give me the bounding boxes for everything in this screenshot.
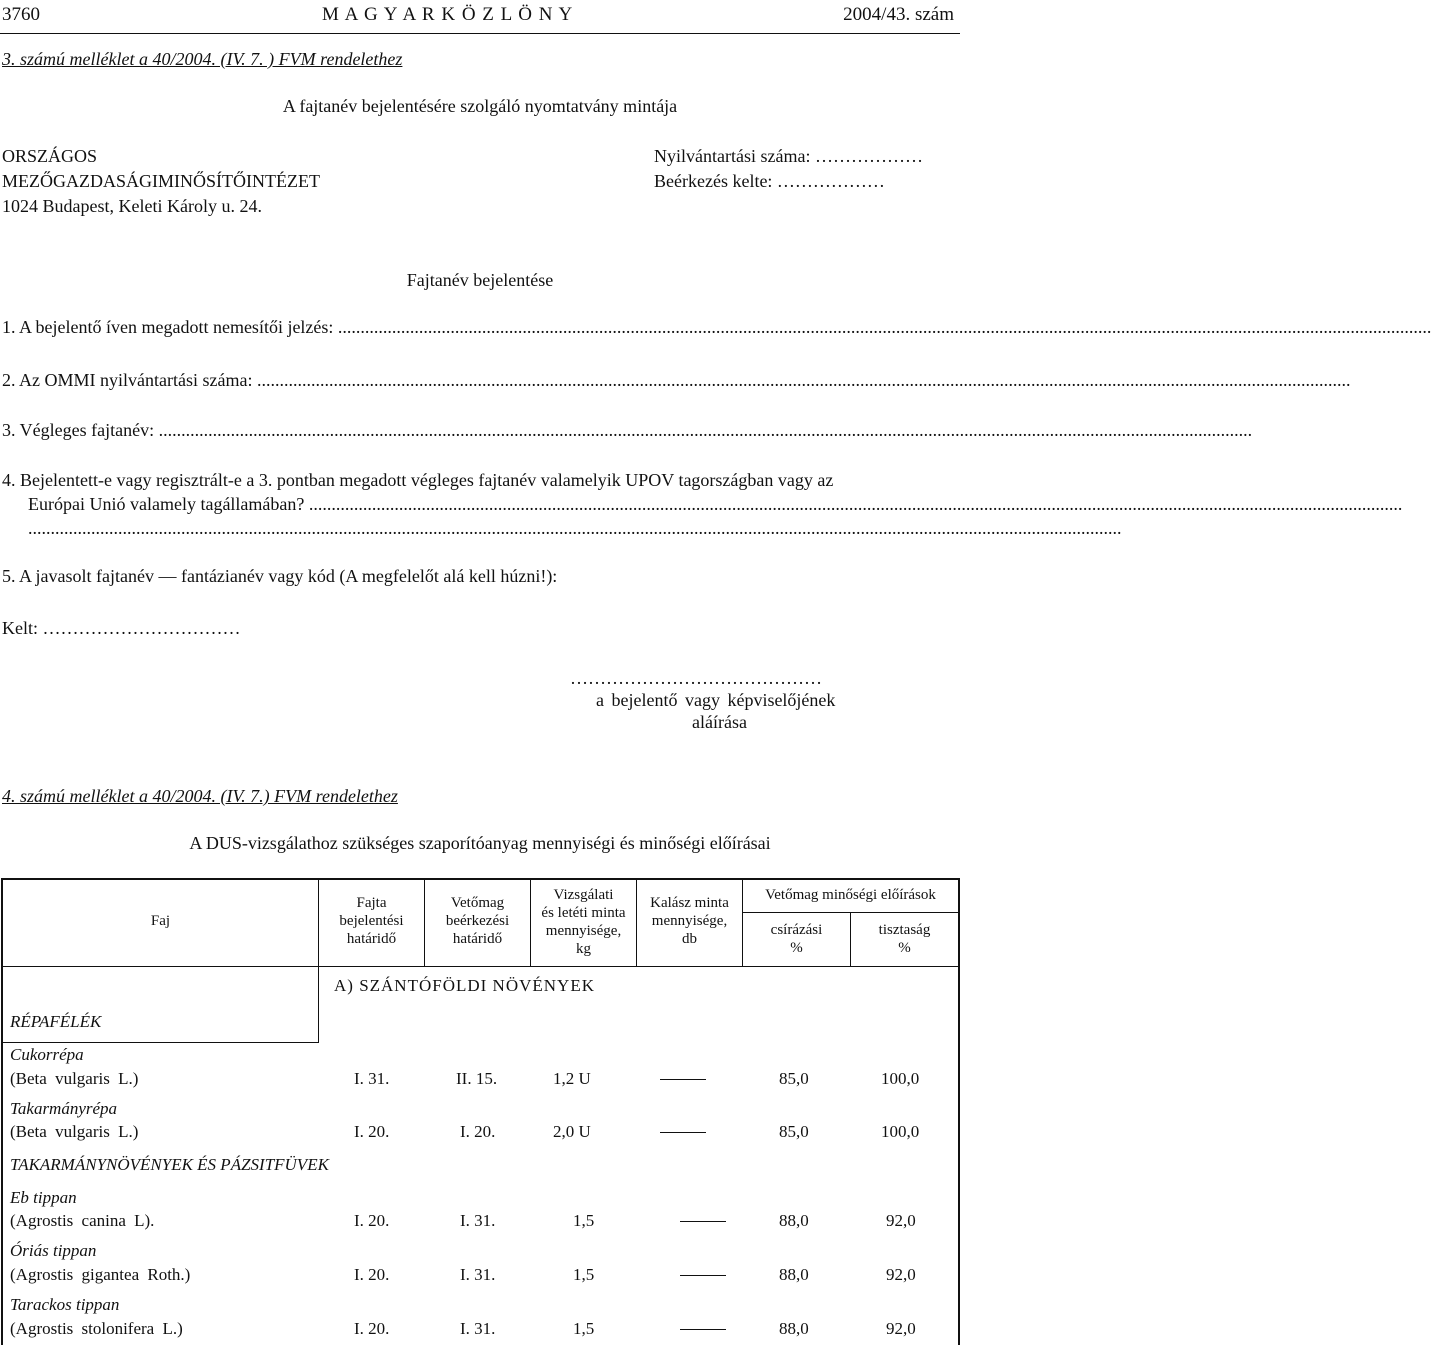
col-header-quality: Vetőmag minőségi előírások (765, 887, 936, 903)
question-4-line1: 4. Bejelentett-e vagy regisztrált-e a 3. pontban megadott végleges fajtanév valamelyik UPOV tagországban vagy az (2, 470, 834, 490)
col-header-faj: Faj (150, 913, 171, 929)
name-col-divider (318, 966, 319, 1042)
fajta-deadline: I. 20. (354, 1122, 390, 1141)
col-header-fajta: Fajta bejelentési határidő (339, 895, 404, 947)
form-title: Fajtanév bejelentése (406, 270, 554, 290)
fajta-deadline: I. 20. (354, 1265, 390, 1284)
question-4-line3: ................................................................................................................................................................................................................................................... (28, 518, 1122, 538)
purity-value: 92,0 (886, 1265, 916, 1284)
table-left-border (1, 878, 3, 1345)
germination-value: 85,0 (779, 1069, 809, 1088)
header-bottom-border (1, 966, 959, 967)
not-applicable-dash (660, 1079, 706, 1080)
germination-value: 85,0 (779, 1122, 809, 1141)
species-name: Óriás tippan (10, 1241, 97, 1260)
species-name: Takarmányrépa (10, 1099, 118, 1118)
group-divider (1, 1042, 319, 1043)
species-name: Eb tippan (10, 1188, 77, 1207)
registration-number-field: Nyilvántartási száma: ……………… (654, 146, 923, 166)
sample-quantity: 1,5 (573, 1211, 595, 1230)
germination-value: 88,0 (779, 1319, 809, 1338)
species-latin: (Beta vulgaris L.) (10, 1069, 139, 1088)
vetomag-deadline: I. 20. (460, 1122, 496, 1141)
purity-value: 92,0 (886, 1211, 916, 1230)
not-applicable-dash (680, 1275, 726, 1276)
sample-quantity: 1,5 (573, 1265, 595, 1284)
annex4-title: 4. számú melléklet a 40/2004. (IV. 7.) FVM rendelethez (2, 786, 398, 806)
vetomag-deadline: I. 31. (460, 1265, 496, 1284)
question-1: 1. A bejelentő íven megadott nemesítői jelzés: ................................................................................................................................................................................................................................................... (2, 317, 1431, 337)
question-4-line2: Európai Unió valamely tagállamában? ................................................................................................................................................................................................................................................... (28, 494, 1403, 514)
fajta-deadline: I. 31. (354, 1069, 390, 1088)
signature-caption-2: aláírása (692, 712, 747, 732)
not-applicable-dash (680, 1221, 726, 1222)
not-applicable-dash (680, 1329, 726, 1330)
issue-number: 2004/43. szám (843, 4, 954, 25)
col-header-vizsgalati: Vizsgálati és letéti minta mennyisége, kg (541, 887, 626, 957)
species-latin: (Agrostis canina L). (10, 1211, 155, 1230)
group-takarmanynovenyek: TAKARMÁNYNÖVÉNYEK ÉS PÁZSITFÜVEK (10, 1155, 329, 1174)
purity-value: 100,0 (881, 1069, 920, 1088)
vetomag-deadline: II. 15. (456, 1069, 498, 1088)
signature-line: …………………………………… (570, 668, 822, 688)
not-applicable-dash (660, 1132, 706, 1133)
col-header-vetomag: Vetőmag beérkezési határidő (445, 895, 510, 947)
signature-caption-1: a bejelentő vagy képviselőjének (596, 690, 836, 710)
date-field: Kelt: …………………………… (2, 618, 241, 638)
vetomag-deadline: I. 31. (460, 1319, 496, 1338)
fajta-deadline: I. 20. (354, 1211, 390, 1230)
sample-quantity: 1,5 (573, 1319, 595, 1338)
section-a-label: A) SZÁNTÓFÖLDI NÖVÉNYEK (334, 976, 595, 995)
fajta-deadline: I. 20. (354, 1319, 390, 1338)
question-3: 3. Végleges fajtanév: ................................................................................................................................................................................................................................................... (2, 420, 1253, 440)
germination-value: 88,0 (779, 1265, 809, 1284)
annex3-title: 3. számú melléklet a 40/2004. (IV. 7. ) FVM rendelethez (2, 49, 403, 69)
sample-quantity: 2,0 U (553, 1122, 591, 1141)
species-latin: (Agrostis gigantea Roth.) (10, 1265, 191, 1284)
annex4-heading: A DUS-vizsgálathoz szükséges szaporítóanyag mennyiségi és minőségi előírásai (189, 833, 771, 853)
germination-value: 88,0 (779, 1211, 809, 1230)
annex3-subtitle: A fajtanév bejelentésére szolgáló nyomtatvány mintája (282, 96, 678, 116)
species-name: Cukorrépa (10, 1045, 84, 1064)
purity-value: 100,0 (881, 1122, 920, 1141)
col-header-csirazasi: csírázási % (770, 922, 823, 956)
arrival-date-field: Beérkezés kelte: ……………… (654, 171, 885, 191)
species-latin: (Agrostis stolonifera L.) (10, 1319, 183, 1338)
purity-value: 92,0 (886, 1319, 916, 1338)
col-header-kalasz: Kalász minta mennyisége, db (650, 895, 729, 947)
species-latin: (Beta vulgaris L.) (10, 1122, 139, 1141)
journal-title: M A G Y A R K Ö Z L Ö N Y (322, 4, 574, 25)
org-line2: MEZŐGAZDASÁGIMINŐSÍTŐINTÉZET (2, 171, 320, 191)
table-top-border (1, 878, 959, 880)
page-number: 3760 (2, 4, 40, 25)
org-line1: ORSZÁGOS (2, 146, 98, 166)
sample-quantity: 1,2 U (553, 1069, 591, 1088)
species-name: Tarackos tippan (10, 1295, 120, 1314)
vetomag-deadline: I. 31. (460, 1211, 496, 1230)
group-repafelek: RÉPAFÉLÉK (10, 1012, 102, 1031)
question-5: 5. A javasolt fajtanév — fantázianév vagy kód (A megfelelőt alá kell húzni!): (2, 566, 558, 586)
question-2: 2. Az OMMI nyilvántartási száma: ................................................................................................................................................................................................................................................... (2, 370, 1351, 390)
org-address: 1024 Budapest, Keleti Károly u. 24. (2, 196, 262, 216)
col-header-tisztasag: tisztaság % (878, 922, 931, 956)
header-rule (0, 33, 960, 34)
table-right-border (958, 878, 960, 1345)
